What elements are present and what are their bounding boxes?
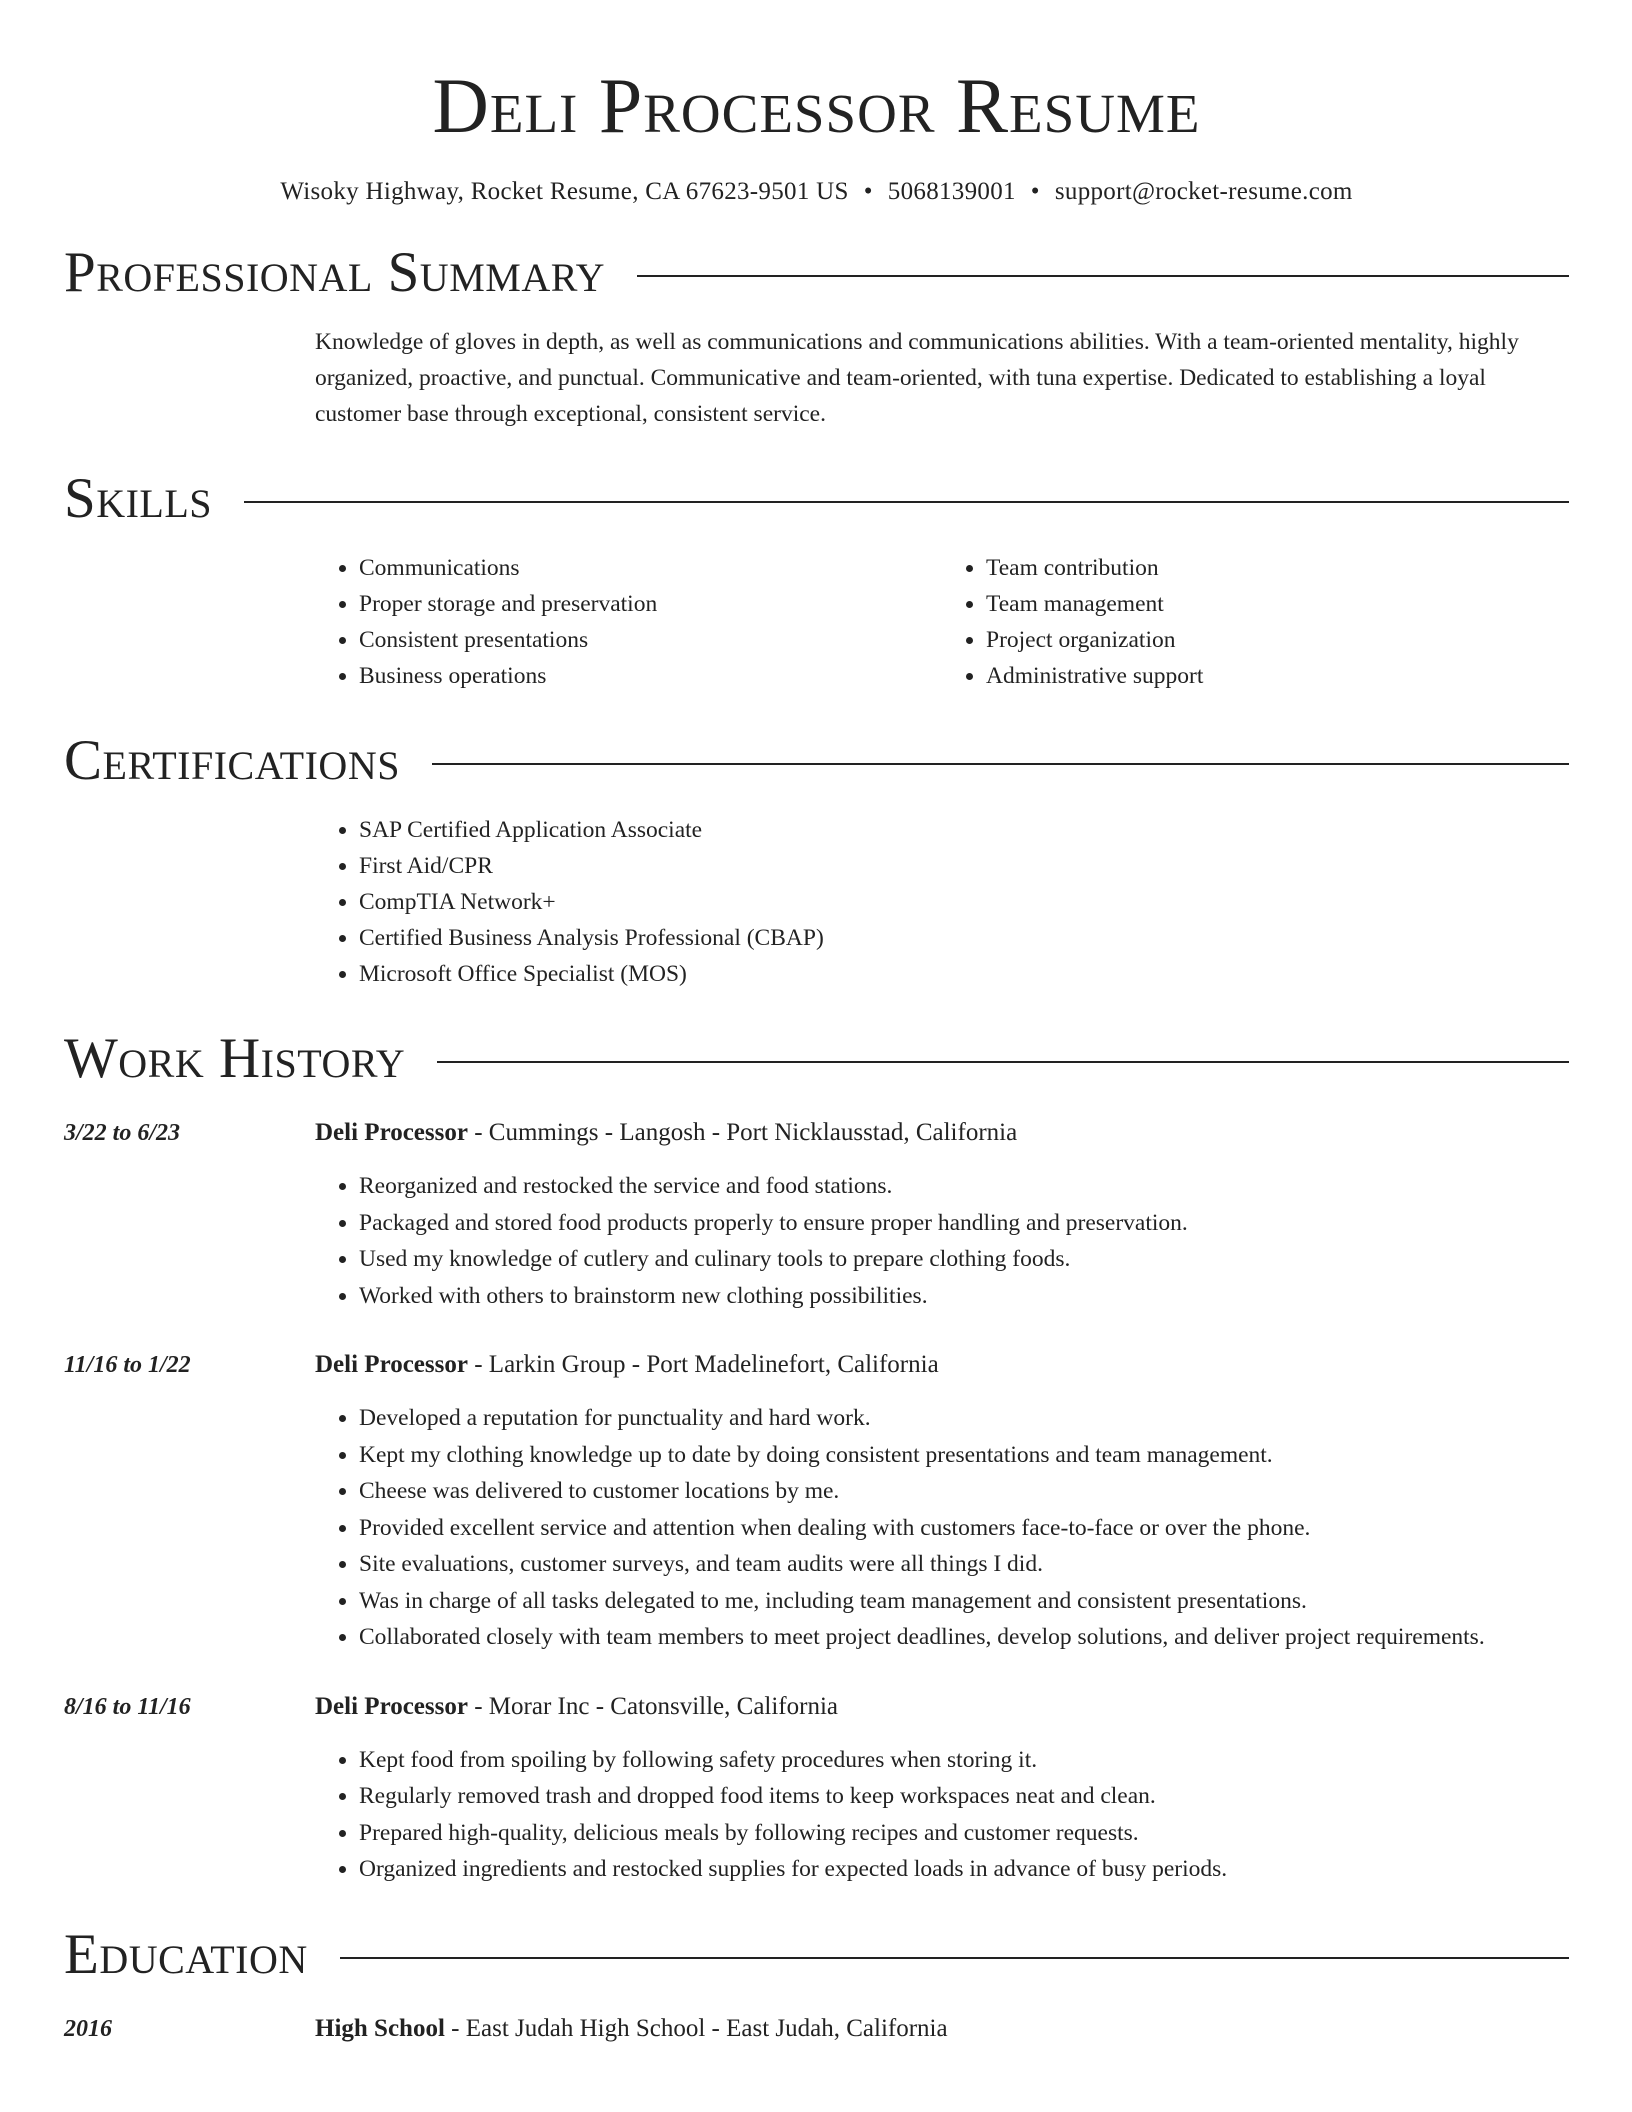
skills-column-left — [315, 550, 942, 694]
certifications-list — [315, 812, 1569, 992]
job-bullet: • Was in charge of all tasks delegated to me, including team management and consistent presentations. — [359, 1583, 1569, 1620]
education-school: - East Judah High School - East Judah, California — [444, 2014, 948, 2042]
certification-item: • SAP Certified Application Associate — [359, 812, 1569, 848]
job-dates: 3/22 to 6/23 — [64, 1120, 181, 1146]
contact-line — [64, 178, 1569, 206]
contact-address: Wisoky Highway, Rocket Resume, CA 67623-9501 US — [280, 178, 849, 205]
resume-title: Deli Processor Resume — [432, 62, 1201, 149]
job-dates: 8/16 to 11/16 — [64, 1693, 191, 1720]
job-employer: - Cummings - Langosh - Port Nicklausstad, California — [467, 1119, 1018, 1146]
certification-item: • CompTIA Network+ — [359, 884, 1569, 920]
certifications-heading: Certifications — [64, 729, 400, 792]
job-heading — [315, 1688, 1569, 1726]
skills-section-header — [64, 466, 1569, 532]
summary-section-header — [64, 240, 1569, 306]
section-divider — [244, 501, 1569, 503]
job-entry — [64, 1346, 1569, 1656]
skill-item: • Team management — [986, 586, 1569, 622]
work-section-header — [64, 1026, 1569, 1092]
certification-item: • First Aid/CPR — [359, 848, 1569, 884]
job-employer: - Morar Inc - Catonsville, California — [467, 1692, 839, 1720]
job-bullet: • Developed a reputation for punctuality and hard work. — [359, 1400, 1569, 1437]
education-year: 2016 — [64, 2015, 112, 2042]
job-bullets — [315, 1400, 1569, 1656]
education-section-header — [64, 1922, 1569, 1988]
job-bullets — [315, 1168, 1569, 1314]
job-bullet: • Collaborated closely with team members to meet project deadlines, develop solutions, and deliver project requirements. — [359, 1619, 1569, 1656]
skills-list — [315, 550, 1569, 694]
job-bullet: • Site evaluations, customer surveys, and team audits were all things I did. — [359, 1546, 1569, 1583]
job-bullet: • Regularly removed trash and dropped food items to keep workspaces neat and clean. — [359, 1778, 1569, 1815]
job-title: Deli Processor — [315, 1351, 468, 1378]
skill-item: • Project organization — [986, 622, 1569, 658]
job-bullet: • Reorganized and restocked the service and food stations. — [359, 1168, 1569, 1205]
education-heading-line — [315, 2010, 1569, 2048]
section-divider — [340, 1957, 1569, 1959]
job-entry — [64, 1688, 1569, 1888]
job-bullet: • Used my knowledge of cutlery and culinary tools to prepare clothing foods. — [359, 1241, 1569, 1278]
summary-heading: Professional Summary — [64, 241, 606, 304]
section-divider — [432, 763, 1569, 765]
job-bullet: • Organized ingredients and restocked supplies for expected loads in advance of busy periods. — [359, 1851, 1569, 1888]
job-entry — [64, 1114, 1569, 1314]
contact-separator: • — [1030, 178, 1040, 205]
job-title: Deli Processor — [315, 1119, 468, 1146]
job-heading — [315, 1114, 1569, 1152]
job-bullet: • Provided excellent service and attention when dealing with customers face-to-face or over the phone. — [359, 1510, 1569, 1547]
summary-text: Knowledge of gloves in depth, as well as communications and communications abilities. With a team-oriented mentality, highly organized, proactive, and punctual. Communicative and team-oriented, with tuna expertise. Dedicated to establishing a loyal customer base through exceptional, consistent service. — [315, 329, 1519, 427]
education-heading: Education — [64, 1922, 308, 1986]
skill-item: • Administrative support — [986, 658, 1569, 694]
job-employer: - Larkin Group - Port Madelinefort, California — [467, 1351, 939, 1378]
section-divider — [437, 1061, 1569, 1063]
job-bullet: • Cheese was delivered to customer locations by me. — [359, 1473, 1569, 1510]
certification-item: • Certified Business Analysis Professional (CBAP) — [359, 920, 1569, 956]
contact-email: support@rocket-resume.com — [1054, 178, 1353, 205]
section-divider — [637, 275, 1569, 277]
contact-separator: • — [863, 178, 873, 205]
certification-item: • Microsoft Office Specialist (MOS) — [359, 956, 1569, 992]
skill-item: • Proper storage and preservation — [359, 586, 942, 622]
skills-heading: Skills — [64, 467, 213, 530]
job-heading — [315, 1346, 1569, 1384]
job-bullet: • Kept my clothing knowledge up to date by doing consistent presentations and team management. — [359, 1437, 1569, 1474]
job-bullet: • Worked with others to brainstorm new clothing possibilities. — [359, 1278, 1569, 1315]
job-bullet: • Kept food from spoiling by following safety procedures when storing it. — [359, 1742, 1569, 1779]
job-bullet: • Packaged and stored food products properly to ensure proper handling and preservation. — [359, 1205, 1569, 1242]
skill-item: • Consistent presentations — [359, 622, 942, 658]
skill-item: • Team contribution — [986, 550, 1569, 586]
skill-item: • Communications — [359, 550, 942, 586]
job-bullet: • Prepared high-quality, delicious meals by following recipes and customer requests. — [359, 1815, 1569, 1852]
job-title: Deli Processor — [315, 1692, 468, 1720]
contact-phone: 5068139001 — [887, 178, 1016, 205]
skills-column-right — [942, 550, 1569, 694]
education-degree: High School — [315, 2014, 445, 2042]
skill-item: • Business operations — [359, 658, 942, 694]
job-bullets — [315, 1742, 1569, 1888]
work-heading: Work History — [64, 1027, 406, 1090]
job-dates: 11/16 to 1/22 — [64, 1352, 191, 1378]
education-entry — [64, 2010, 1569, 2048]
certifications-section-header — [64, 728, 1569, 794]
